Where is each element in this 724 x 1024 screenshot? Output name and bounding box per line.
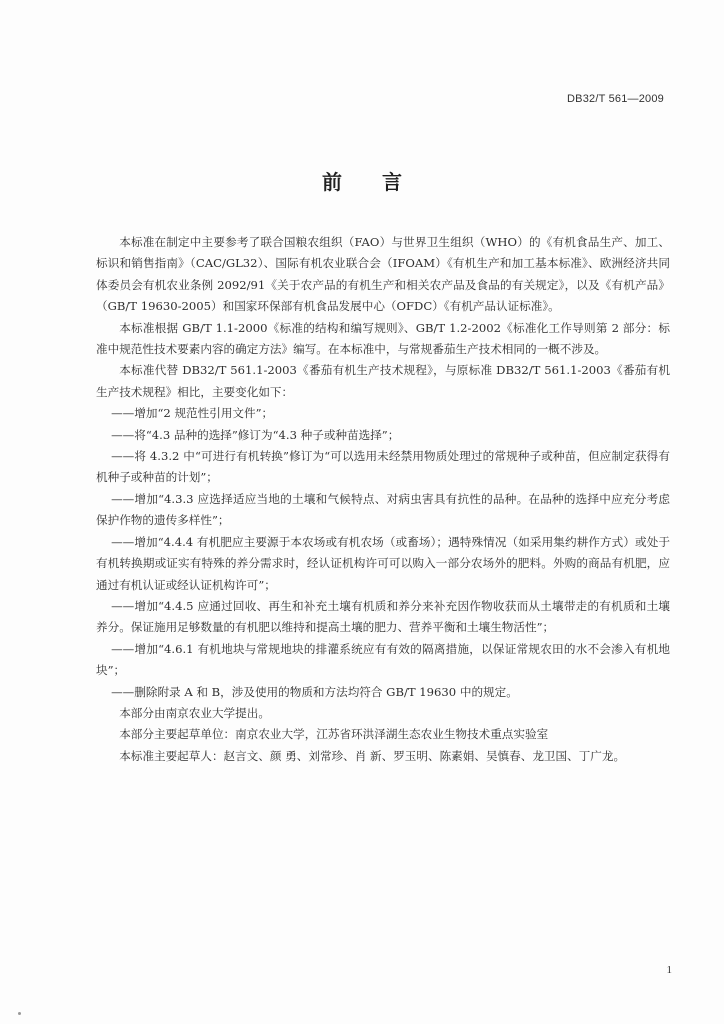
paragraph-proposer: 本部分由南京农业大学提出。 [119, 705, 270, 720]
paragraph-drafting-rules: 本标准根据 GB/T 1.1-2000《标准的结构和编写规则》、GB/T 1.2-2002《标准化工作导则第 2 部分：标准中规范性技术要素内容的确定方法》编写。在本标准中，与常规番茄生产技术相同的一概不涉及。 [96, 320, 670, 357]
scan-speck [18, 1012, 21, 1015]
paragraph-drafters: 本标准主要起草人：赵言文、颜 勇、刘常珍、肖 新、罗玉明、陈素娟、吴慎春、龙卫国、丁广龙。 [119, 748, 626, 763]
page-number: 1 [666, 964, 672, 976]
change-item: ——增加“4.3.3 应选择适应当地的土壤和气候特点、对病虫害具有抗性的品种。在品种的选择中应充分考虑保护作物的遗传多样性”； [96, 491, 670, 528]
paragraph-replacement: 本标准代替 DB32/T 561.1-2003《番茄有机生产技术规程》，与原标准 DB32/T 561.1-2003《番茄有机生产技术规程》相比，主要变化如下： [96, 363, 670, 399]
paragraph-drafting-units: 本部分主要起草单位：南京农业大学，江苏省环洪泽湖生态农业生物技术重点实验室 [119, 727, 549, 742]
change-item: ——增加“4.4.5 应通过回收、再生和补充土壤有机质和养分来补充因作物收获而从土壤带走的有机质和土壤养分。保证施用足够数量的有机肥以维持和提高土壤的肥力、营养平衡和土壤生物活性”； [96, 598, 670, 635]
change-item: ——将“4.3 品种的选择”修订为“4.3 种子或种苗选择”； [111, 427, 400, 442]
change-item: ——增加“2 规范性引用文件”； [111, 406, 274, 421]
change-item: ——增加“4.4.4 有机肥应主要源于本农场或有机农场（或畜场）；遇特殊情况（如采用集约耕作方式）或处于有机转换期或证实有特殊的养分需求时，经认证机构许可可以购入一部分农场外的肥料。外购的商品有机肥，应通过有机认证或经认证机构许可”； [96, 534, 670, 592]
paragraph-references: 本标准在制定中主要参考了联合国粮农组织（FAO）与世界卫生组织（WHO）的《有机食品生产、加工、标识和销售指南》（CAC/GL32）、国际有机农业联合会（IFOAM）《有机生产和加工基本标准》、欧洲经济共同体委员会有机农业条例 2092/91《关于农产品的有机生产和相关农产品及食品的有关规定》，以及《有机产品》（GB/T 19630-2005）和国家环保部有机食品发展中心（OFDC）《有机产品认证标准》。 [96, 235, 670, 314]
document-body [96, 232, 670, 767]
change-item: ——将 4.3.2 中“可进行有机转换”修订为“可以选用未经禁用物质处理过的常规种子或种苗，但应制定获得有机种子或种苗的计划”； [96, 449, 670, 485]
document-code: DB32/T 561—2009 [567, 93, 664, 105]
page-title: 前言 [322, 170, 442, 194]
change-item: ——删除附录 A 和 B，涉及使用的物质和方法均符合 GB/T 19630 中的规定。 [111, 684, 518, 699]
change-item: ——增加“4.6.1 有机地块与常规地块的排灌系统应有有效的隔离措施，以保证常规农田的水不会渗入有机地块”； [96, 641, 670, 678]
